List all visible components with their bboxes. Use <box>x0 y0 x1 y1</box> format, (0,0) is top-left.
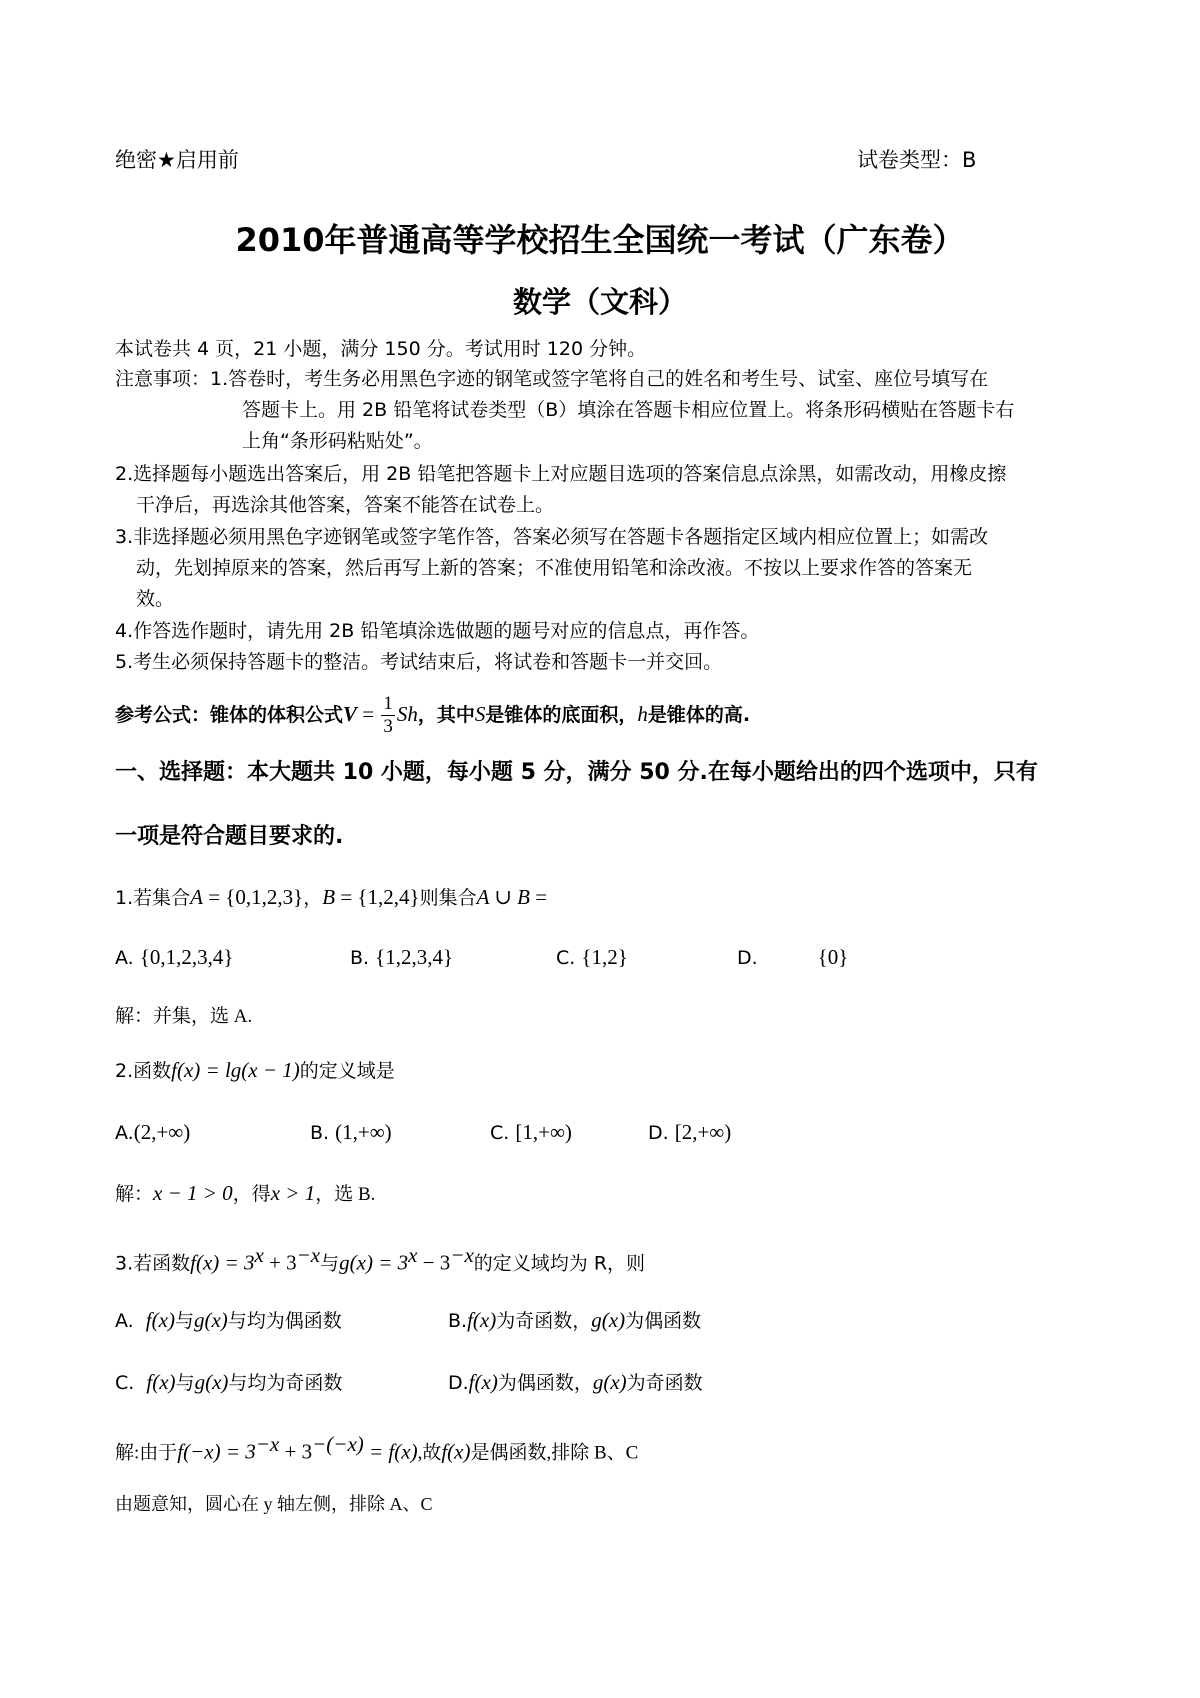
section-heading-line-1: 一、选择题：本大题共 10 小题，每小题 5 分，满分 50 分.在每小题给出的四个选项中，只有 <box>115 760 1038 785</box>
q3-option-a <box>115 1306 342 1333</box>
q2-sol-prefix: 解： <box>115 1184 154 1205</box>
q3-f-exp-2: −x <box>296 1243 321 1267</box>
q3-extra-note: 由题意知，圆心在 y 轴左侧，排除 A、C <box>115 1494 433 1514</box>
notes-line-1 <box>115 370 988 389</box>
formula-mid2: 是锥体的底面积， <box>485 704 638 726</box>
q1-set-b: = {1,2,4} <box>335 885 420 909</box>
q3-sol-prefix: 解:由于 <box>115 1442 178 1464</box>
q3-option-d-label: D. <box>448 1372 469 1394</box>
note-3a: 3.非选择题必须用黑色字迹钢笔或签字笔作答，答案必须写在答题卡各题指定区域内相应位置上；如需改 <box>115 526 989 548</box>
note-3b: 动，先划掉原来的答案，然后再写上新的答案；不准使用铅笔和涂改液。不按以上要求作答的答案无 <box>136 557 973 579</box>
q2-option-a-value: (2,+∞) <box>133 1120 191 1144</box>
q3-option-c-f: f(x) <box>146 1370 176 1394</box>
q2-option-a <box>115 1120 190 1145</box>
q1-option-d-value: {0} <box>817 945 849 969</box>
q1-var-a: A <box>190 885 203 909</box>
page-title: 2010年普通高等学校招生全国统一考试（广东卷） <box>235 221 965 259</box>
q3-f-exp-1: x <box>254 1243 264 1267</box>
formula-h: h <box>637 702 648 726</box>
q1-option-a <box>115 945 233 970</box>
note-4: 4.作答选作题时，请先用 2B 铅笔填涂选做题的题号对应的信息点，再作答。 <box>115 620 760 642</box>
q3-sol-mid: ,故 <box>417 1442 442 1464</box>
fraction-denominator: 3 <box>383 716 393 737</box>
q3-option-b-label: B. <box>448 1310 468 1332</box>
note-5: 5.考生必须保持答题卡的整洁。考试结束后，将试卷和答题卡一并交回。 <box>115 651 723 673</box>
q3-f-expr: f(x) = 3 <box>190 1250 255 1275</box>
q3-option-b-mid: 为奇函数， <box>496 1310 592 1332</box>
q3-option-a-label: A. <box>115 1310 134 1332</box>
note-2b: 干净后，再选涂其他答案，答案不能答在试卷上。 <box>136 494 555 516</box>
q2-solution <box>115 1183 375 1204</box>
q3-option-c-label: C. <box>115 1372 135 1394</box>
q2-option-c-label: C. <box>490 1122 510 1144</box>
q3-option-d-f: f(x) <box>468 1370 498 1394</box>
formula-eq: = <box>357 702 380 726</box>
q1-prefix: 1.若集合 <box>115 887 191 909</box>
q3-option-b <box>448 1306 701 1333</box>
formula-sh: Sh <box>396 702 418 726</box>
notes-label: 注意事项： <box>115 368 211 390</box>
q3-option-a-text: 与均为偶函数 <box>227 1310 342 1332</box>
q3-sol-exp-2: −(−x) <box>312 1432 364 1456</box>
paper-type-label: 试卷类型：B <box>857 148 977 172</box>
formula-fraction <box>381 693 395 738</box>
q1-set-a: = {0,1,2,3} <box>202 885 304 909</box>
q3-sol-f: f(−x) = 3 <box>177 1439 256 1464</box>
q1-option-b-value: {1,2,3,4} <box>375 945 454 969</box>
q3-option-b-f: f(x) <box>467 1308 497 1332</box>
q2-sol-expr-1: x − 1 > 0 <box>153 1181 233 1205</box>
note-1a: 1.答卷时，考生务必用黑色字迹的钢笔或签字笔将自己的姓名和考生号、试室、座位号填写在 <box>210 368 989 390</box>
q1-mid: 则集合 <box>419 887 477 909</box>
q2-option-a-label: A. <box>115 1122 134 1144</box>
q3-option-d-g: g(x) <box>592 1370 627 1394</box>
q3-mid: 与 <box>320 1252 340 1275</box>
q2-option-d <box>648 1120 731 1145</box>
q1-option-b <box>350 945 453 970</box>
q3-g-exp-1: x <box>408 1243 418 1267</box>
q3-option-d-text: 为奇函数 <box>626 1372 703 1394</box>
q1-option-c-value: {1,2} <box>581 945 628 969</box>
formula-prefix: 参考公式：锥体的体积公式 <box>115 704 344 726</box>
q3-sol-plus: + 3 <box>279 1439 313 1464</box>
q2-sol-expr-2: x > 1 <box>270 1181 316 1205</box>
q3-prefix: 3.若函数 <box>115 1252 191 1275</box>
q2-option-b-value: (1,+∞) <box>335 1120 392 1144</box>
note-1c: 上角“条形码粘贴处”。 <box>242 430 433 452</box>
q3-option-d <box>448 1368 703 1395</box>
q3-option-c-mid: 与 <box>175 1372 195 1394</box>
q2-suffix: 的定义域是 <box>299 1060 395 1082</box>
q1-option-b-label: B. <box>350 947 370 969</box>
q3-g-minus: − 3 <box>417 1250 451 1275</box>
q2-prefix: 2.函数 <box>115 1060 172 1082</box>
q2-option-c <box>490 1120 572 1145</box>
q3-g-exp-2: −x <box>450 1243 474 1267</box>
q2-option-b-label: B. <box>310 1122 330 1144</box>
classification-label: 绝密★启用前 <box>115 148 239 172</box>
q1-option-c <box>556 945 628 970</box>
intro-text: 本试卷共 4 页，21 小题，满分 150 分。考试用时 120 分钟。 <box>115 338 647 360</box>
question-2 <box>115 1060 395 1081</box>
q2-expr: f(x) = lg(x − 1) <box>171 1058 300 1082</box>
fraction-numerator: 1 <box>383 693 393 714</box>
q3-option-d-mid: 为偶函数， <box>497 1372 593 1394</box>
note-1b: 答题卡上。用 2B 铅笔将试卷类型（B）填涂在答题卡相应位置上。将条形码横贴在答题卡右 <box>242 399 1015 421</box>
q3-option-b-text: 为偶函数 <box>625 1310 702 1332</box>
formula-v: V <box>343 702 358 726</box>
note-2a: 2.选择题每小题选出答案后，用 2B 铅笔把答题卡上对应题目选项的答案信息点涂黑，如需改动，用橡皮擦 <box>115 463 1007 485</box>
q1-option-a-label: A. <box>115 947 134 969</box>
q3-option-a-g: g(x) <box>193 1308 228 1332</box>
q1-eq: = <box>529 885 548 909</box>
q1-var-b: B <box>322 885 336 909</box>
q1-union: A ∪ B <box>476 885 530 909</box>
q3-f-plus: + 3 <box>263 1250 297 1275</box>
q3-option-c-text: 与均为奇函数 <box>228 1372 343 1394</box>
q1-solution: 解：并集，选 A. <box>115 1006 253 1027</box>
formula-s: S <box>474 702 486 726</box>
q3-option-c-g: g(x) <box>194 1370 229 1394</box>
q3-g-expr: g(x) = 3 <box>339 1250 409 1275</box>
note-3c: 效。 <box>136 588 175 610</box>
question-3 <box>115 1245 645 1273</box>
q3-sol-f2: f(x) <box>441 1439 471 1464</box>
formula-mid: ，其中 <box>417 704 475 726</box>
section-heading-line-2: 一项是符合题目要求的. <box>115 824 344 849</box>
q1-option-d-label: D. <box>737 947 758 969</box>
q2-option-d-value: [2,+∞) <box>674 1120 732 1144</box>
q3-option-c <box>115 1368 342 1395</box>
q2-option-b <box>310 1120 392 1145</box>
q3-option-a-mid: 与 <box>174 1310 194 1332</box>
q3-sol-eq: = f(x) <box>363 1439 418 1464</box>
q3-suffix: 的定义域均为 R，则 <box>473 1252 646 1275</box>
q1-sep: ， <box>303 887 323 909</box>
q2-option-c-value: [1,+∞) <box>515 1120 572 1144</box>
q2-sol-suffix: ，选 B. <box>315 1184 376 1205</box>
q1-option-c-label: C. <box>556 947 576 969</box>
q2-option-d-label: D. <box>648 1122 669 1144</box>
q1-option-d <box>737 945 848 970</box>
q3-option-b-g: g(x) <box>591 1308 626 1332</box>
q3-sol-exp-1: −x <box>255 1432 280 1456</box>
page-subtitle: 数学（文科） <box>512 285 687 319</box>
reference-formula <box>115 693 750 738</box>
q3-solution <box>115 1434 638 1462</box>
formula-suffix: 是锥体的高. <box>647 704 751 726</box>
q3-option-a-f: f(x) <box>145 1308 175 1332</box>
question-1 <box>115 887 547 908</box>
q2-sol-mid: ，得 <box>232 1184 271 1205</box>
q1-option-a-value: {0,1,2,3,4} <box>139 945 234 969</box>
q3-sol-suffix: 是偶函数,排除 B、C <box>470 1442 639 1464</box>
